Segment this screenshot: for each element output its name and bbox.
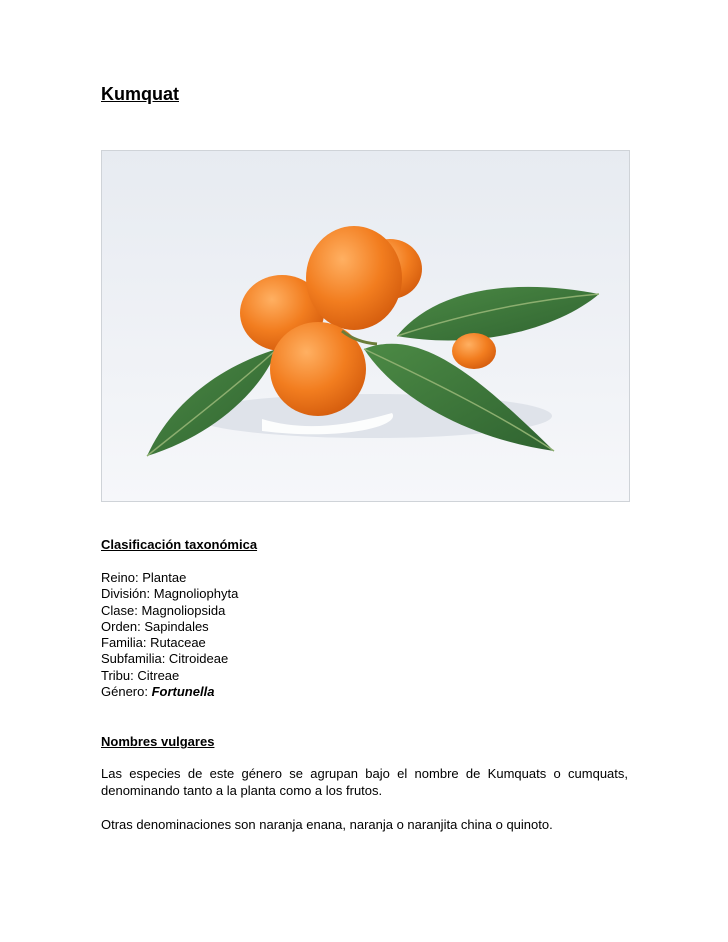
- genus-name: Fortunella: [151, 684, 215, 700]
- taxonomy-value: Citroideae: [168, 651, 229, 667]
- taxonomy-label: Género:: [101, 684, 152, 700]
- taxonomy-value: Rutaceae: [150, 635, 206, 651]
- taxonomy-label: División:: [101, 586, 154, 602]
- taxonomy-value: Magnoliopsida: [141, 602, 226, 618]
- common-names-heading: Nombres vulgares: [101, 734, 215, 749]
- taxonomy-label: Clase:: [101, 602, 142, 618]
- taxonomy-label: Reino:: [101, 570, 143, 585]
- common-names-paragraph: Las especies de este género se agrupan bajo el nombre de Kumquats o cumquats, denominando tanto a la planta como a los frutos.: [101, 766, 628, 798]
- kumquat-illustration: [102, 151, 630, 502]
- taxonomy-row-clase: [101, 603, 501, 619]
- taxonomy-value: Plantae: [142, 570, 187, 585]
- taxonomy-value: Sapindales: [144, 618, 209, 634]
- taxonomy-row-reino: [101, 570, 501, 586]
- taxonomy-row-division: [101, 586, 501, 602]
- taxonomy-label: Orden:: [101, 618, 145, 634]
- page-title: Kumquat: [101, 84, 179, 104]
- other-names-paragraph: Otras denominaciones son naranja enana, naranja o naranjita china o quinoto.: [101, 817, 553, 832]
- taxonomy-label: Tribu:: [101, 667, 138, 683]
- kumquat-photo: [101, 150, 630, 502]
- taxonomy-list: [101, 570, 501, 700]
- taxonomy-row-genero: [101, 684, 501, 700]
- taxonomy-row-orden: [101, 619, 501, 635]
- taxonomy-value: Magnoliophyta: [153, 586, 239, 602]
- taxonomy-label: Subfamilia:: [101, 651, 169, 667]
- taxonomy-label: Familia:: [101, 635, 151, 651]
- taxonomy-value: Citreae: [137, 667, 180, 683]
- taxonomy-row-subfamilia: [101, 651, 501, 667]
- classification-heading: Clasificación taxonómica: [101, 537, 258, 552]
- taxonomy-row-familia: [101, 635, 501, 651]
- taxonomy-row-tribu: [101, 668, 501, 684]
